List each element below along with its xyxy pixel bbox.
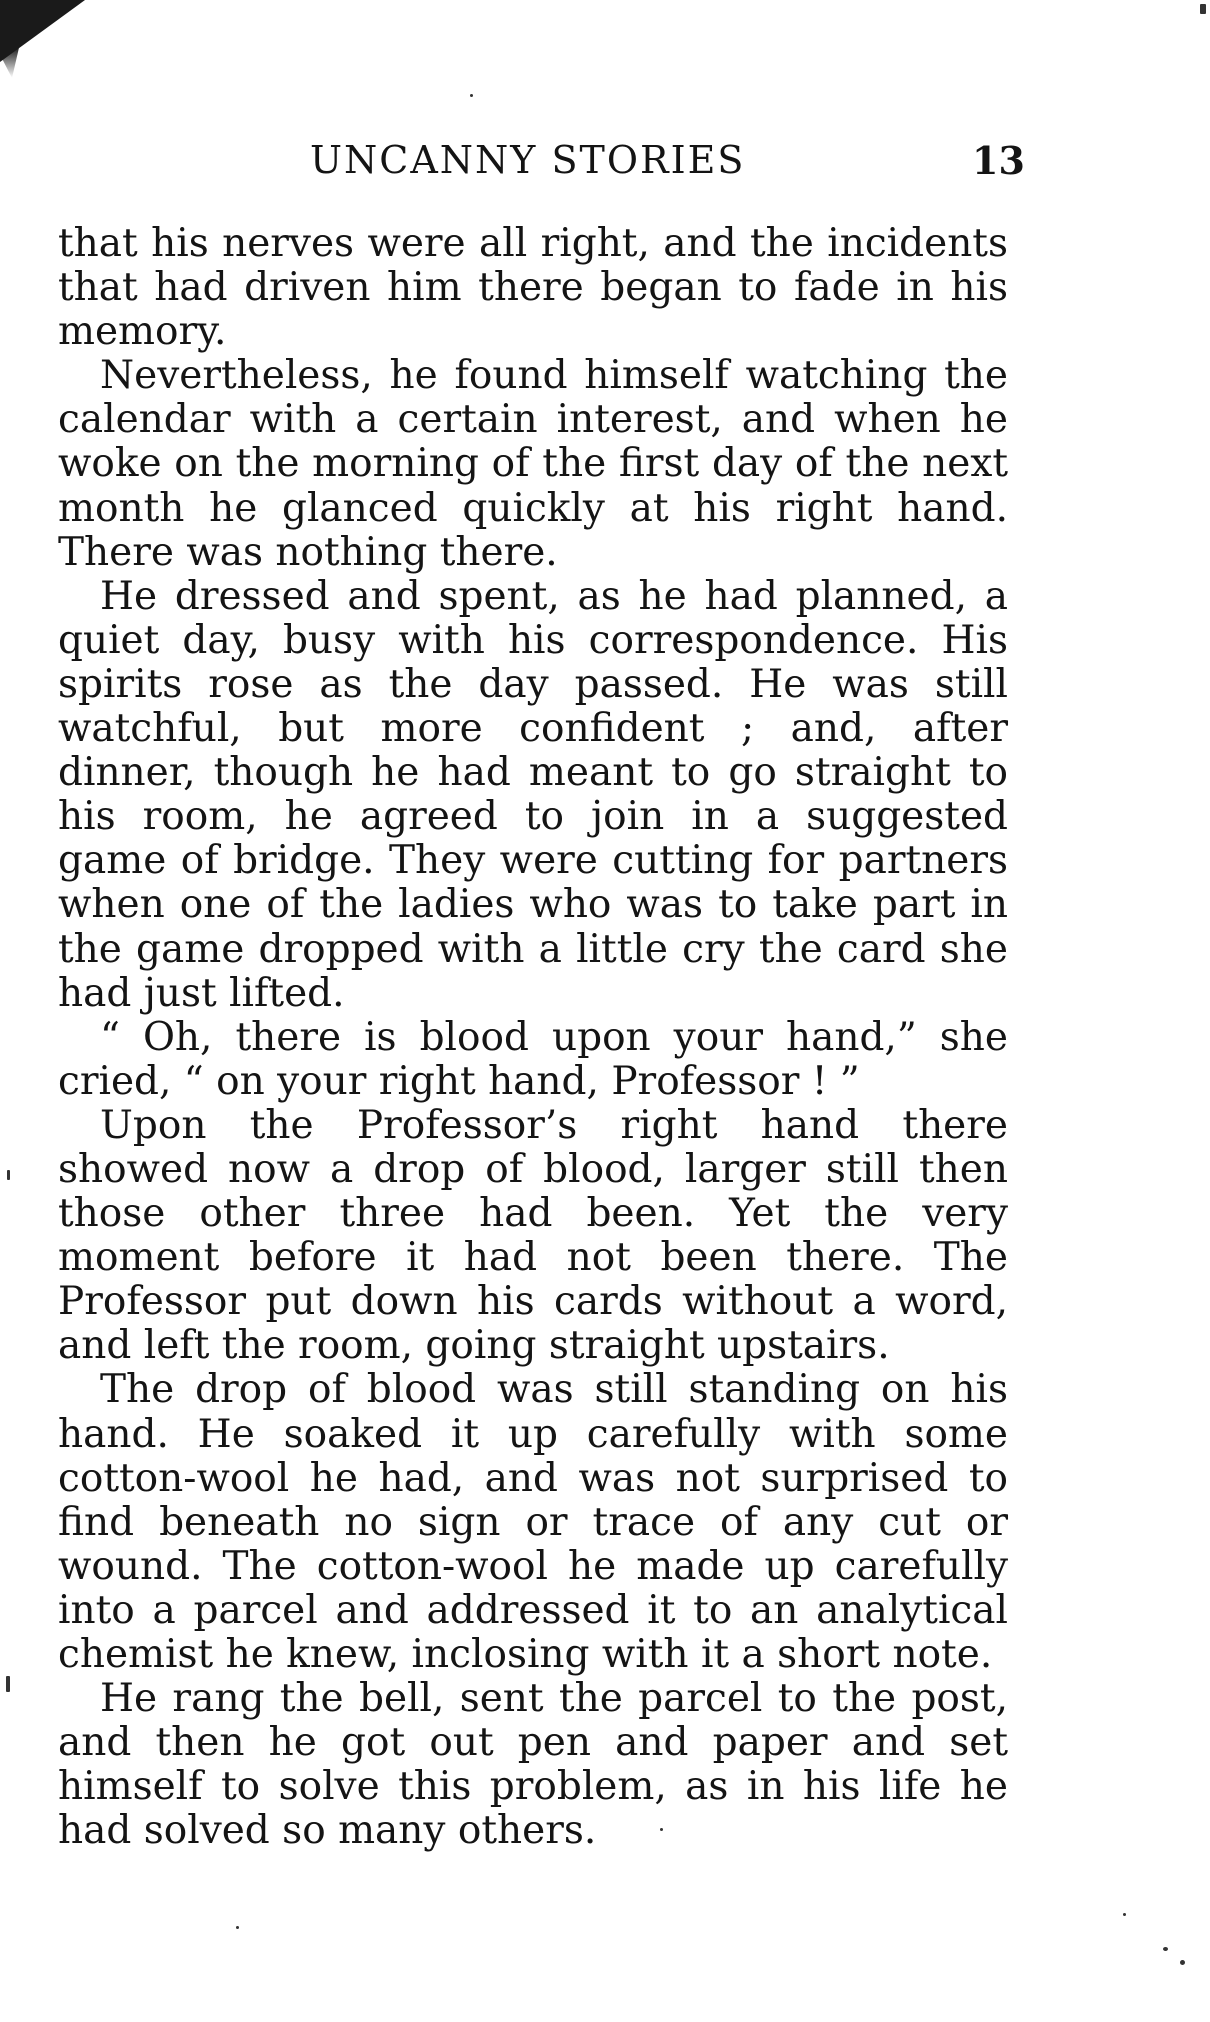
- paragraph-6: The drop of blood was still standing on his hand. He soaked it up carefully with some cotton-wool he had, and was not surprised to find beneath no sign or trace of any cut or wound. The cotton-wool he made up carefully into a parcel and addressed it to an analytical chemist he knew, inclosing with it a short note.: [58, 1367, 1008, 1677]
- paragraph-5: Upon the Professor’s right hand there showed now a drop of blood, larger still then those other three had been. Yet the very moment before it had not been there. The Professor put down his cards without a word, and left the room, going straight upstairs.: [58, 1102, 1008, 1369]
- print-speck: [660, 1828, 663, 1831]
- paragraph-3: He dressed and spent, as he had planned, a quiet day, busy with his correspondence. His spirits rose as the day passed. He was still watchful, but more confident ; and, after dinner, though he had meant to go straight to his room, he agreed to join in a suggested game of bridge. They were cutting for partners when one of the ladies who was to take part in the game dropped with a little cry the card she had just lifted.: [58, 573, 1008, 1016]
- paragraph-7: He rang the bell, sent the parcel to the post, and then he got out pen and paper and set himself to solve this problem, as in his life he had solved so many others.: [58, 1676, 1008, 1854]
- page-number: 13: [972, 138, 1025, 183]
- page-header: [0, 138, 1210, 188]
- print-speck: [1180, 1960, 1185, 1965]
- print-speck: [6, 1676, 10, 1692]
- print-speck: [1163, 1947, 1168, 1951]
- print-speck: [1123, 1913, 1126, 1916]
- print-speck: [7, 1170, 10, 1180]
- print-speck: [470, 94, 473, 97]
- paragraph-2: Nevertheless, he found himself watching the calendar with a certain interest, and when he woke on the morning of the first day of the next month he glanced quickly at his right hand. There was nothing there.: [58, 353, 1008, 575]
- print-speck: [236, 1926, 239, 1929]
- running-title: UNCANNY STORIES: [310, 138, 746, 182]
- print-speck: [1200, 4, 1206, 14]
- paragraph-1: that his nerves were all right, and the incidents that had driven him there began to fade in his memory.: [58, 221, 1008, 355]
- paragraph-4: “ Oh, there is blood upon your hand,” she cried, “ on your right hand, Professor ! ”: [58, 1014, 1008, 1104]
- body-text: [58, 222, 1008, 1853]
